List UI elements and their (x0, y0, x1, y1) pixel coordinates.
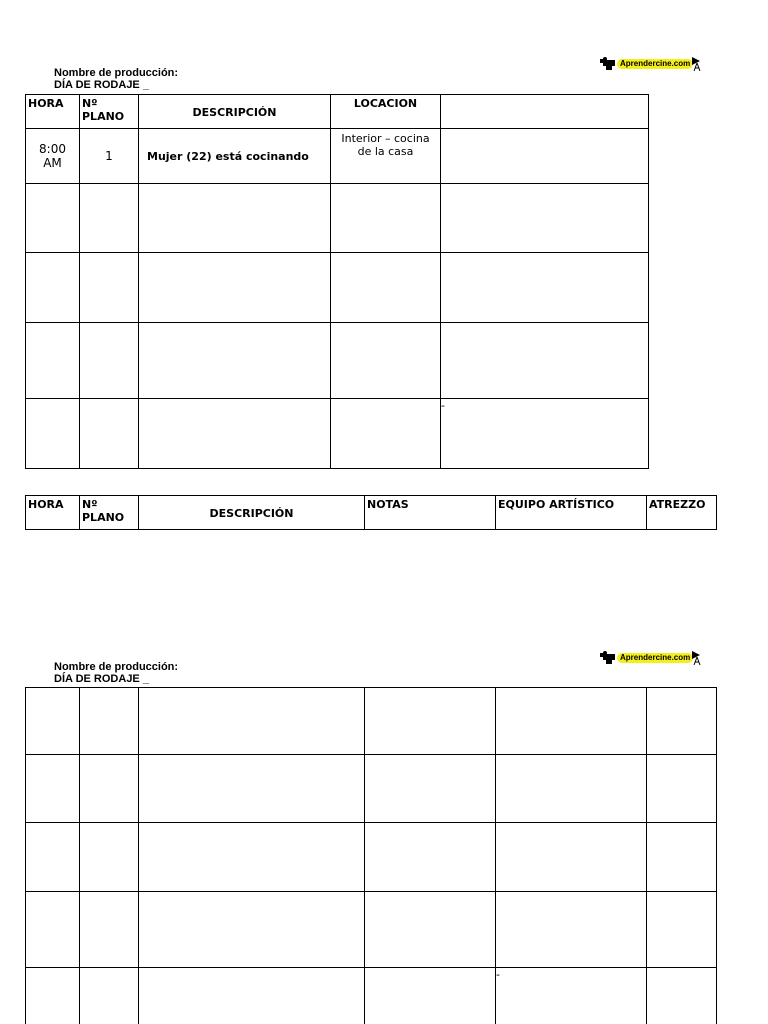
row-extra (441, 323, 649, 399)
row-descripcion (139, 323, 331, 399)
table-header-row (26, 496, 717, 530)
row-extra (441, 184, 649, 253)
row-locacion (331, 253, 441, 323)
row-plano (80, 184, 139, 253)
col-extra (441, 95, 648, 97)
table-row (26, 399, 649, 469)
row-descripcion (139, 253, 331, 323)
aprendercine-logo (600, 57, 702, 71)
row-descripcion (139, 184, 331, 253)
row-plano: 1 (80, 129, 139, 184)
col-descripcion: DESCRIPCIÓN (209, 507, 294, 520)
col-descripcion: DESCRIPCIÓN (192, 106, 277, 119)
col-hora: HORA (28, 498, 64, 511)
table-row (26, 688, 717, 755)
col-equipo-artistico: EQUIPO ARTÍSTICO (498, 498, 615, 511)
table-header-row (26, 95, 649, 129)
table-row (26, 253, 649, 323)
table-row (26, 823, 717, 892)
table-row (26, 129, 649, 184)
schedule-table-2 (25, 687, 717, 1024)
film-camera-icon (600, 651, 618, 665)
aprendercine-logo (600, 651, 702, 665)
row-hora (26, 184, 80, 253)
row-plano (80, 399, 139, 469)
row-hora: 8:00 AM (26, 129, 80, 184)
table-row (26, 323, 649, 399)
logo-text: Aprendercine.com (617, 653, 693, 663)
shoot-day-label: DÍA DE RODAJE _ (54, 79, 149, 91)
col-notas: NOTAS (367, 498, 409, 511)
row-hora (26, 253, 80, 323)
row-plano (80, 253, 139, 323)
row-hora (26, 323, 80, 399)
col-locacion: LOCACION (353, 97, 418, 110)
row-descripcion: Mujer (22) está cocinando (139, 129, 331, 184)
col-plano: Nº PLANO (82, 498, 125, 524)
row-extra (441, 129, 649, 184)
table-row (26, 968, 717, 1024)
production-name-label: Nombre de producción: (54, 661, 179, 673)
tripod-icon (692, 57, 702, 71)
table-row (26, 892, 717, 968)
film-camera-icon (600, 57, 618, 71)
row-plano (80, 323, 139, 399)
row-locacion (331, 323, 441, 399)
tripod-icon (692, 651, 702, 665)
col-atrezzo: ATREZZO (649, 498, 706, 511)
shoot-day-label: DÍA DE RODAJE _ (54, 673, 149, 685)
table-row (26, 184, 649, 253)
row-locacion (331, 399, 441, 469)
production-name-label: Nombre de producción: (54, 67, 179, 79)
schedule-header-table (25, 495, 717, 530)
schedule-table-2-viewport (25, 687, 717, 1024)
row-descripcion (139, 399, 331, 469)
table-row (26, 755, 717, 823)
row-locacion: Interior – cocina de la casa (331, 129, 441, 184)
row-dash: - (496, 968, 647, 1024)
row-extra: - (441, 399, 649, 469)
col-hora: HORA (28, 97, 64, 110)
row-hora (26, 399, 80, 469)
col-plano: Nº PLANO (82, 97, 125, 123)
row-extra (441, 253, 649, 323)
schedule-table-1 (25, 94, 649, 469)
logo-text: Aprendercine.com (617, 59, 693, 69)
row-locacion (331, 184, 441, 253)
